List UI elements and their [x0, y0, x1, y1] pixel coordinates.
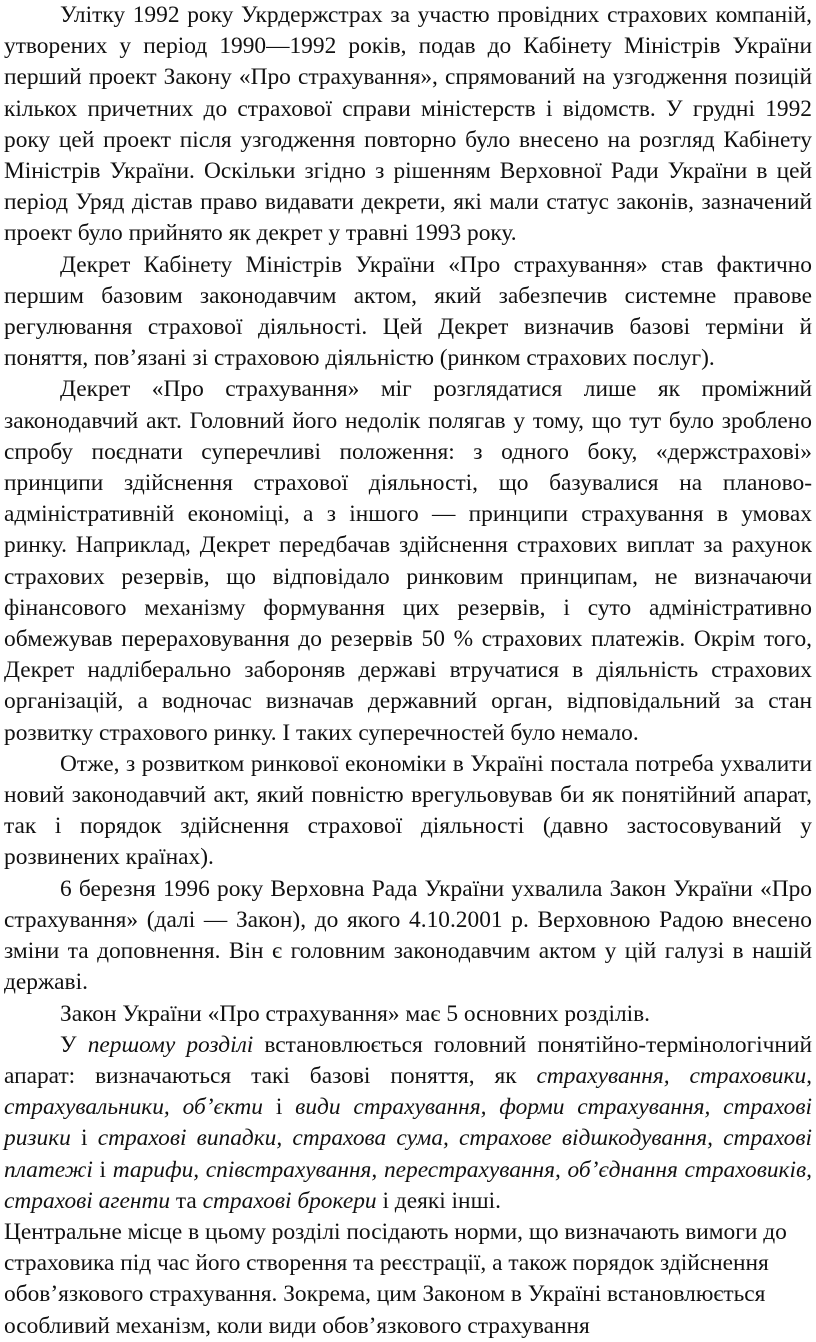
italic-term: види страхування, форми страхування, страхові ризики: [4, 1094, 812, 1152]
text-segment: 6 березня 1996 року Верховна Рада України ухвалила Закон України «Про страхування» (далі — Закон), до якого 4.10.2001 р. Верховною Радою внесено зміни та доповнення. Він є головним законодавчим актом у цій галузі в нашій державі.: [4, 875, 812, 996]
text-segment: і: [70, 1125, 98, 1152]
text-segment: Отже, з розвитком ринкової економіки в Україні постала потреба ухвалити новий законодавчий акт, який повністю врегульовував би як понятійний апарат, так і порядок здійснення страхової діяльності (давно застосовуваний у розвинених країнах).: [4, 750, 812, 871]
text-segment: Улітку 1992 року Укрдержстрах за участю провідних страхових компаній, утворених у період 1990—1992 років, подав до Кабінету Міністрів України перший проект Закону «Про страхування», спрямований на узгодження позицій кількох причетних до страхової справи міністерств і відомств. У грудні 1992 року цей проект після узгодження повторно було внесено на розгляд Кабінету Міністрів України. Оскільки згідно з рішенням Верховної Ради України в цей період Уряд дістав право видавати декрети, які мали статус законів, зазначений проект було прийнято як декрет у травні 1993 року.: [4, 2, 812, 247]
paragraph-7: [4, 1030, 812, 1217]
text-segment: Центральне місце в цьому розділі посідають норми, що визначають вимоги до страховика під час його створення та реєстрації, а також порядок здійснення обов’язкового страхування. Зокрема, цим Законом в Україні встановлюється особливий механізм, коли види обов’язкового страхування: [4, 1218, 787, 1339]
text-segment: і: [92, 1156, 113, 1183]
text-segment: і деякі інші.: [376, 1187, 501, 1214]
italic-term: першому розділі: [87, 1031, 254, 1058]
text-segment: встановлюється головний понятійно-термінологічний апарат: визначаються такі базові поняття, як: [4, 1031, 812, 1089]
text-segment: і: [262, 1094, 296, 1121]
paragraph-5: [4, 874, 812, 999]
text-segment: Декрет «Про страхування» міг розглядатися лише як проміжний законодавчий акт. Головний його недолік полягав у тому, що тут було зроблено спробу поєднати суперечливі положення: з одного боку, «держстрахові» принципи здійснення страхової діяльності, що базувалися на планово-адміністративній економіці, а з іншого — принципи страхування в умовах ринку. Наприклад, Декрет передбачав здійснення страхових виплат за рахунок страхових резервів, що відповідало ринковим принципам, не визначаючи фінансового механізму формування цих резервів, і суто адміністративно обмежував перераховування до резервів 50 % страхових платежів. Окрім того, Декрет надліберально забороняв державі втручатися в діяльність страхових організацій, а водночас визначав державний орган, відповідальний за стан розвитку страхового ринку. І таких суперечностей було немало.: [4, 376, 812, 746]
paragraph-1: [4, 0, 812, 250]
text-segment: та: [170, 1187, 203, 1214]
italic-term: страхові випадки, страхова сума, страхове відшкодування, страхові платежі: [4, 1125, 812, 1183]
paragraph-3: [4, 374, 812, 748]
paragraph-8: [4, 1217, 812, 1342]
text-segment: Закон України «Про страхування» має 5 основних розділів.: [60, 1000, 651, 1027]
italic-term: страхування, страховики, страхувальники, об’єкти: [4, 1062, 812, 1121]
paragraph-4: [4, 749, 812, 874]
text-segment: Декрет Кабінету Міністрів України «Про страхування» став фактично першим базовим законодавчим актом, який забезпечив системне правове регулювання страхової діяльності. Цей Декрет визначив базові терміни й поняття, пов’язані зі страховою діяльністю (ринком страхових послуг).: [4, 251, 812, 372]
paragraph-6: [4, 999, 812, 1030]
italic-term: страхові брокери: [202, 1187, 377, 1214]
paragraph-2: [4, 250, 812, 375]
text-segment: У: [60, 1031, 88, 1058]
italic-term: тарифи, співстрахування, перестрахування, об’єднання страховиків, страхові агенти: [4, 1156, 812, 1214]
document-page: [4, 0, 812, 1342]
